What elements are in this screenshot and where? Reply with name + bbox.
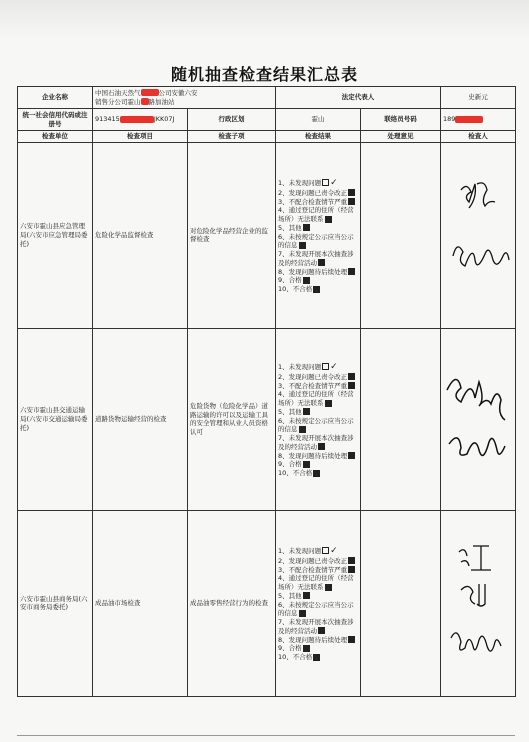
checklist-option-label: 9、合格: [278, 460, 302, 469]
checkbox-icon: [348, 557, 355, 564]
inspection-item: 危险化学品监督检查: [93, 142, 188, 328]
checklist-option: [278, 574, 358, 592]
checkbox-icon: [299, 610, 306, 617]
checklist-option: [278, 373, 358, 382]
checkbox-icon: [303, 224, 310, 231]
checkbox-icon: [299, 426, 306, 433]
checklist-option-label: 4、通过登记的住所（经营场所）无法联系: [278, 390, 354, 408]
checklist-option: [278, 361, 358, 373]
checkbox-icon: [303, 408, 310, 415]
checked-checkbox-icon: [322, 179, 329, 186]
checklist-option-label: 3、不配合检查情节严重: [278, 565, 348, 574]
credit-code-value: 913415 JKK07J: [93, 109, 188, 131]
col-header-result: 检查结果: [276, 131, 361, 143]
checklist-option-label: 5、其他: [278, 223, 302, 232]
inspector-signatures: [441, 328, 516, 510]
checkbox-icon: [299, 242, 306, 249]
checklist-option: [278, 545, 358, 557]
inspection-item: 道路货物运输经营的检查: [93, 328, 188, 510]
checkbox-icon: [348, 373, 355, 380]
checklist-option: [278, 469, 358, 478]
inspection-result-checklist: [276, 142, 361, 328]
checklist-option: [278, 592, 358, 601]
checklist-option-label: 9、合格: [278, 644, 302, 653]
page-title: 随机抽查检查结果汇总表: [170, 65, 358, 84]
checklist-option: [278, 177, 358, 189]
col-header-handling: 处理意见: [361, 131, 441, 143]
col-header-unit: 检查单位: [18, 131, 93, 143]
inspection-item: 成品油市场检查: [93, 510, 188, 696]
checklist-option-label: 6、未按规定公示应当公示的信息: [278, 600, 354, 618]
checkbox-icon: [303, 461, 310, 468]
checkbox-icon: [348, 268, 355, 275]
checkbox-icon: [348, 566, 355, 573]
checklist-option-label: 9、合格: [278, 276, 302, 285]
checklist-option-label: 7、未发现开展本次抽查涉及的经营活动: [278, 618, 354, 635]
checkbox-icon: [348, 636, 355, 643]
checkbox-icon: [318, 443, 325, 450]
checkbox-icon: [313, 470, 320, 477]
checklist-option: [278, 276, 358, 285]
handwritten-signature: [443, 344, 513, 494]
checklist-option: [278, 285, 358, 294]
inspection-summary-table: [17, 86, 516, 697]
checklist-option: [278, 417, 358, 435]
handwritten-signature: [443, 160, 513, 310]
redaction-mark: [120, 116, 154, 123]
checklist-option: [278, 601, 358, 619]
checklist-option: [278, 557, 358, 566]
checklist-option-label: 4、通过登记的住所（经营场所）无法联系: [278, 574, 354, 592]
inspection-result-checklist: [276, 328, 361, 510]
checklist-option: [278, 618, 358, 636]
checkmark-icon: ✓: [330, 177, 338, 188]
scan-header-marks: [300, 3, 500, 11]
inspection-subitem: 对危险化学品经营企业的监督检查: [188, 142, 276, 328]
checklist-option-label: 2、发现问题已责令改正: [278, 188, 348, 197]
table-row: [18, 142, 516, 328]
inspection-result-checklist: [276, 510, 361, 696]
redaction-mark: [141, 89, 159, 96]
checklist-option-label: 2、发现问题已责令改正: [278, 556, 348, 565]
checklist-option-label: 2、发现问题已责令改正: [278, 372, 348, 381]
checklist-option-label: 10、不合格: [278, 285, 313, 294]
checkbox-icon: [348, 382, 355, 389]
checklist-option: [278, 460, 358, 469]
checklist-option: [278, 408, 358, 417]
checklist-option-label: 8、发现问题待后续处理: [278, 451, 348, 460]
inspector-signatures: [441, 510, 516, 696]
checkbox-icon: [348, 452, 355, 459]
district-value: 霍山: [276, 109, 361, 131]
checkmark-icon: ✓: [330, 361, 338, 372]
checkmark-icon: ✓: [330, 545, 338, 556]
checkbox-icon: [318, 259, 325, 266]
checklist-option: [278, 434, 358, 452]
checklist-option: [278, 189, 358, 198]
phone-label: 联络员号码: [361, 109, 441, 131]
checklist-option-label: 6、未按规定公示应当公示的信息: [278, 416, 354, 434]
checklist-option: [278, 198, 358, 207]
checked-checkbox-icon: [322, 363, 329, 370]
legal-rep-label: 法定代表人: [276, 87, 441, 109]
inspection-unit: 六安市霍山县商务局(六安市商务局委托): [18, 510, 93, 696]
handling-opinion: [361, 510, 441, 696]
checklist-option-label: 5、其他: [278, 407, 302, 416]
credit-code-label: 统一社会信用代码或注册号: [18, 109, 93, 131]
table-row: [18, 328, 516, 510]
checkbox-icon: [325, 584, 332, 591]
checklist-option-label: 10、不合格: [278, 653, 313, 662]
redaction-mark: [141, 98, 149, 105]
checklist-option-label: 3、不配合检查情节严重: [278, 197, 348, 206]
checklist-option: [278, 250, 358, 268]
checklist-option-label: 1、未发现问题: [278, 362, 322, 371]
checklist-option: [278, 566, 358, 575]
checklist-option-label: 4、通过登记的住所（经营场所）无法联系: [278, 206, 354, 224]
checkbox-icon: [318, 627, 325, 634]
checkbox-icon: [325, 400, 332, 407]
checklist-option-label: 8、发现问题待后续处理: [278, 635, 348, 644]
checklist-option-label: 6、未按规定公示应当公示的信息: [278, 232, 354, 250]
checked-checkbox-icon: [322, 547, 329, 554]
company-name-value: 中国石油天然气 公司安徽六安 销售分公司霍山 路加油站: [93, 87, 276, 109]
handling-opinion: [361, 328, 441, 510]
inspector-signatures: [441, 142, 516, 328]
col-header-inspector: 检查人: [441, 131, 516, 143]
checkbox-icon: [348, 198, 355, 205]
checkbox-icon: [303, 592, 310, 599]
table-row: [18, 510, 516, 696]
checkbox-icon: [348, 189, 355, 196]
scan-edge: [17, 735, 515, 736]
col-header-subitem: 检查子项: [188, 131, 276, 143]
inspection-unit: 六安市霍山县应急管理局(六安市应急管理局委托): [18, 142, 93, 328]
checklist-option: [278, 390, 358, 408]
legal-rep-value: 史新元: [441, 87, 516, 109]
checklist-option: [278, 644, 358, 653]
inspection-unit: 六安市霍山县交通运输局(六安市交通运输局委托): [18, 328, 93, 510]
checkbox-icon: [303, 645, 310, 652]
checklist-option-label: 5、其他: [278, 591, 302, 600]
checklist-option-label: 1、未发现问题: [278, 178, 322, 187]
checklist-option: [278, 206, 358, 224]
checklist-option: [278, 233, 358, 251]
checkbox-icon: [313, 286, 320, 293]
inspection-subitem: 危险货物（危险化学品）道路运输的许可以及运输工具的安全管理和从业人员资格认可: [188, 328, 276, 510]
checklist-option-label: 1、未发现问题: [278, 546, 322, 555]
checklist-option: [278, 653, 358, 662]
checkbox-icon: [313, 654, 320, 661]
company-name-label: 企业名称: [18, 87, 93, 109]
checkbox-icon: [303, 277, 310, 284]
checklist-option-label: 7、未发现开展本次抽查涉及的经营活动: [278, 250, 354, 267]
checklist-option-label: 10、不合格: [278, 469, 313, 478]
checkbox-icon: [325, 216, 332, 223]
handling-opinion: [361, 142, 441, 328]
phone-value: 189: [441, 109, 516, 131]
col-header-item: 检查项目: [93, 131, 188, 143]
redaction-mark: [455, 116, 483, 123]
inspection-subitem: 成品油零售经营行为的检查: [188, 510, 276, 696]
checklist-option-label: 8、发现问题待后续处理: [278, 267, 348, 276]
handwritten-signature: [443, 518, 513, 688]
checklist-option: [278, 382, 358, 391]
checklist-option-label: 3、不配合检查情节严重: [278, 381, 348, 390]
checklist-option: [278, 224, 358, 233]
district-label: 行政区划: [188, 109, 276, 131]
checklist-option-label: 7、未发现开展本次抽查涉及的经营活动: [278, 434, 354, 451]
